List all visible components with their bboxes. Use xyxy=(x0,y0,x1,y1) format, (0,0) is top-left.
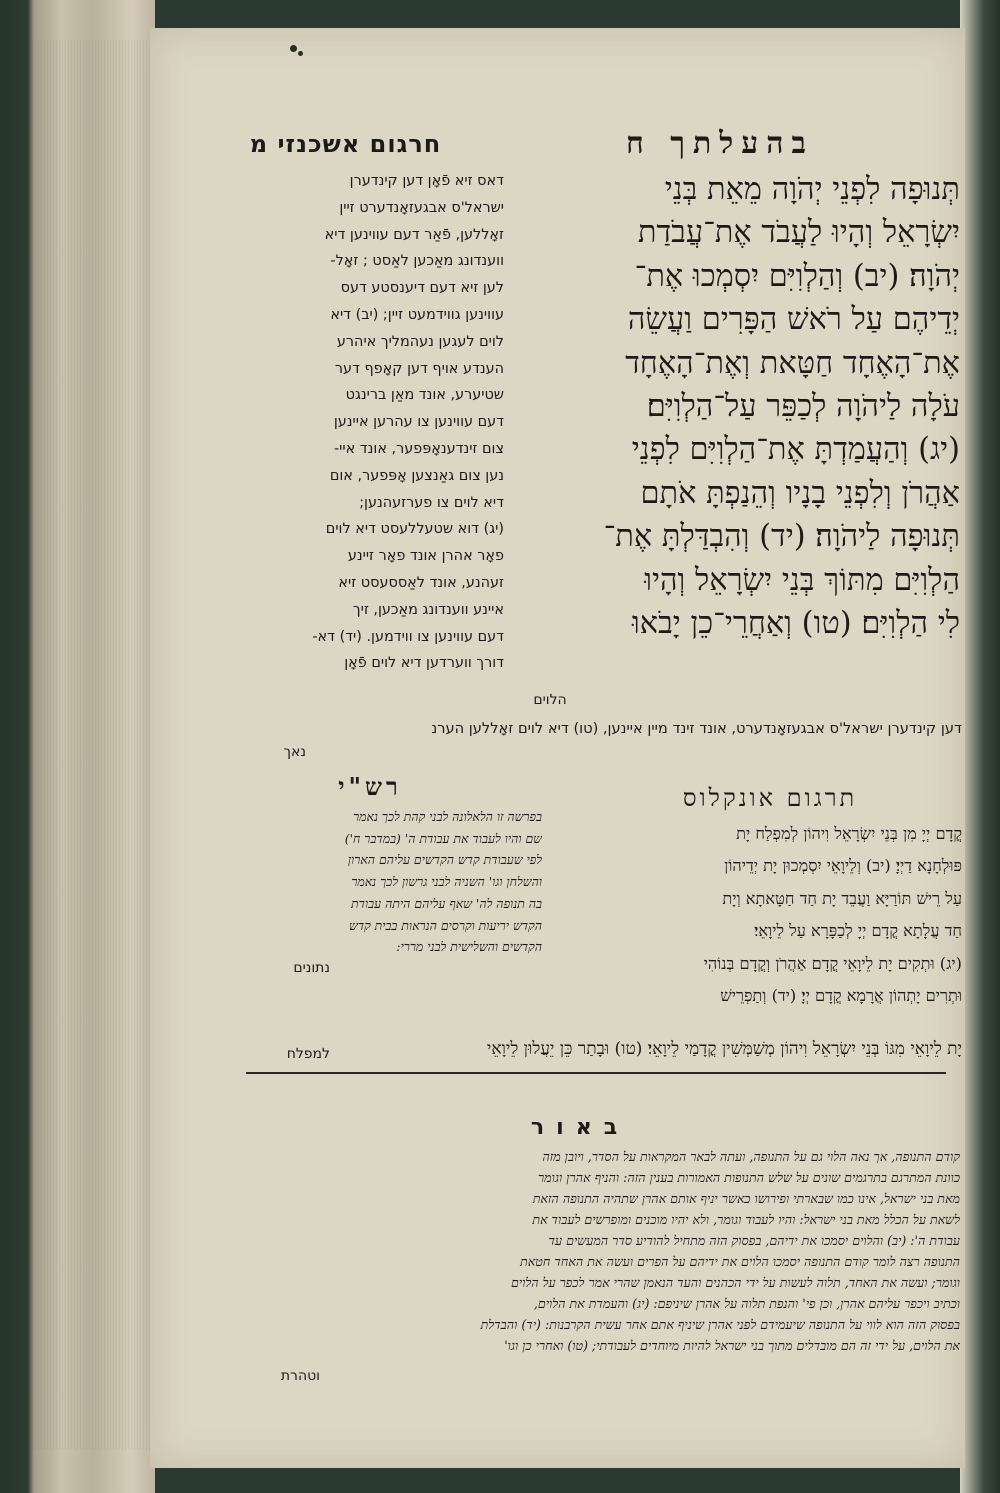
yiddish-line: נען צום גאַנצען אָפּפער, אום xyxy=(329,467,504,484)
yiddish-continuation-line: דען קינדערן ישראל'ס אבגעזאָנדערט, אונד זינד מיין איינען, (טו) דיא לוים זאָללען הערנ xyxy=(431,720,962,737)
rashi-line: שם והיו לעבוד את עבודת ה' (במדבר ח') xyxy=(344,830,542,846)
biur-line: קודם התנופה, אך נאה הלוי גם על התנופה, ועתה לבאר המקראות על הסדר, ויובן מזה xyxy=(542,1149,960,1164)
biur-line: את הלוים, על ידי זה הם מובדלים מתוך בני ישראל להיות מיוחדים לעבודתי; (טו) ואחרי כן וגו' xyxy=(504,1338,960,1353)
yiddish-line: צום זינדענאָפּפער, אונד איי- xyxy=(333,440,504,457)
biur-line: מאת בני ישראל, אינו כמו שבארתי ופירושו כאשר יניף אותם אהרן שתהיה התנופה הזאת xyxy=(532,1191,960,1206)
onkelos-column xyxy=(550,818,962,1038)
onkelos-line: קֳדָם יְיָ מִן בְּנֵי יִשְׂרָאֵל וִיהוֹן לְמִפְלַח יָת xyxy=(736,824,962,843)
torah-line: יִשְׂרָאֵל וְהָיוּ לַעֲבֹד אֶת־עֲבֹדַת xyxy=(637,215,960,251)
onkelos-line: פּוּלְחָנָא דַיְיָ׃ (יב) וְלֵיוָאֵי יִסְמְכוּן יָת יְדֵיהוֹן xyxy=(724,856,962,876)
book-spine-shadow xyxy=(960,0,1000,1493)
yiddish-line: עווינען גווידמעט זיין; (יב) דיא xyxy=(330,306,504,323)
yiddish-line: הענדע אויף דען קאָפף דער xyxy=(334,360,504,377)
book-page-edges xyxy=(0,0,155,1493)
biur-column xyxy=(242,1146,960,1396)
onkelos-last-line: יָת לֵיוָאֵי מִגּוֹ בְּנֵי יִשְׂרָאֵל וִיהוֹן מְשַׁמְּשִׁין קֳדָמַי לֵיוָאֵי׃ (טו) וּבָתַר כֵּן יֵעֲלוּן לֵיוָאֵי xyxy=(486,1039,962,1059)
yiddish-line: ישראל'ס אבגעזאָנדערט זיין xyxy=(339,199,504,216)
torah-text-column xyxy=(512,168,960,688)
yiddish-translation-header: חרגום אשכנזי מ xyxy=(249,130,442,158)
rashi-line: לפי שעבודת קדש הקדשים עליהם הארון xyxy=(347,852,542,868)
parsha-header: בהעלתך ח xyxy=(626,125,814,161)
torah-line: (יג) וְהַעֲמַדְתָּ אֶת־הַלְוִיִּם לִפְנֵי xyxy=(631,432,960,468)
yiddish-line: לען זיא דעם דיענסטע דעס xyxy=(340,280,504,297)
biur-catchword: וטהרת xyxy=(280,1368,320,1384)
biur-line: עבודת ה': (יב) והלוים יסמכו את ידיהם, בפסוק הזה מתחיל להודיע סדר המעשים עד xyxy=(548,1233,960,1248)
onkelos-line: עַל רֵישׁ תּוֹרַיָּא וַעֲבֵד יָת חַד חַטָּאתָא וְיָת xyxy=(722,888,962,908)
rashi-line: והשלחן וגו' השניה לבני גרשון לכך נאמר xyxy=(351,874,542,890)
book-page xyxy=(150,28,965,1468)
onkelos-title: תרגום אונקלוס xyxy=(682,783,858,812)
yiddish-line: זעהנע, אונד לאַססעסט זיא xyxy=(338,574,504,591)
biur-line: כוונת המתרגם בתרגמים שונים על שלש התנופות האמורות בענין הזה: והניף אהרן וגומר xyxy=(537,1170,960,1185)
rashi-line: בפרשה זו הלאלונה לבני קהת לכך נאמר xyxy=(353,809,542,824)
yiddish-translation-column xyxy=(242,168,504,728)
biur-line: לשאת על הכלל מאת בני ישראל: והיו לעבוד וגומר, ולא יהיו מוכנים ומופרשים לעבוד את xyxy=(532,1212,960,1227)
rashi-line: הקדשים והשלישית לבני מררי: xyxy=(396,939,542,955)
yiddish-line: דורך ווערדען דיא לוים פֿאָן xyxy=(344,655,504,672)
biur-line: וגומר; ועשה את האחד, תלוה לעשות על ידי הכהנים והעד הנאמן שהרי אמר לכפר על הלוים xyxy=(510,1275,960,1290)
yiddish-line: (יג) דוא שטעללעסט דיא לוים xyxy=(325,521,504,538)
rashi-line: הקדש יריעות וקרסים הנראות בבית קדש xyxy=(348,917,542,933)
rashi-catchword: נתונים xyxy=(293,960,330,976)
torah-line: יְהֹוָה׃ (יב) וְהַלְוִיִּם יִסְמְכוּ אֶת־ xyxy=(634,258,960,294)
yiddish-catchword: נאך xyxy=(283,744,306,760)
torah-line: הַלְוִיִּם מִתּוֹךְ בְּנֵי יִשְׂרָאֵל וְהָיוּ xyxy=(644,562,960,598)
biur-line: בפסוק הזה הוא לווי על התנופה שיעמידם לפני אהרן שיניף אתם אחר עשית הקרבנות: (יד) והבדלת xyxy=(480,1317,960,1332)
torah-catchword: הלוים xyxy=(533,692,567,708)
torah-line: עֹלָה לַיהֹוָה לְכַפֵּר עַל־הַלְוִיִּם׃ xyxy=(646,389,960,425)
onkelos-catchword: למפלח xyxy=(286,1046,330,1062)
section-divider xyxy=(246,1072,946,1074)
yiddish-line: דיא לוים צו פערזעהנען; xyxy=(359,494,504,511)
yiddish-line: דעם עווינען צו עהרען איינען xyxy=(333,414,504,431)
binding-hole xyxy=(298,51,303,56)
yiddish-line: דעם עווינען צו ווידמען. (יד) דא- xyxy=(312,628,504,645)
torah-line: אַהֲרֹן וְלִפְנֵי בָנָיו וְהֵנַפְתָּ אֹתָם xyxy=(640,475,960,511)
onkelos-line: חַד עֲלָתָא קֳדָם יְיָ לְכַפָּרָא עַל לֵיוָאֵי׃ xyxy=(754,921,962,941)
torah-line: אֶת־הָאֶחָד חַטָּאת וְאֶת־הָאֶחָד xyxy=(625,345,960,381)
biur-line: וכתיב ויכפר עליהם אהרן, וכן פי' והנפת תלוה על אהרן שיניפם: (יג) והעמדת את הלוים, xyxy=(533,1296,960,1311)
yiddish-line: דאס זיא פֿאָן דען קינדערן xyxy=(349,173,504,189)
torah-line: תְּנוּפָה לִפְנֵי יְהֹוָה מֵאֵת בְּנֵי xyxy=(664,172,960,207)
yiddish-line: זאָללען, פֿאַר דעם עווינען דיא xyxy=(324,226,504,243)
yiddish-line: פאָר אהרן אונד פאָר זיינע xyxy=(347,548,504,565)
torah-line: לִי הַלְוִיִּם׃ (טו) וְאַחֲרֵי־כֵן יָבֹאוּ xyxy=(631,606,960,642)
rashi-line: בה תנופה לה' שאף עליהם היתה עבודת xyxy=(351,895,542,911)
rashi-title: רש"י xyxy=(338,772,402,801)
onkelos-line: (יג) וּתְקִים יָת לֵיוָאֵי קֳדָם אַהֲרֹן וְקֳדָם בְּנוֹהִי xyxy=(703,953,962,973)
yiddish-line: שטיערע, אונד מאַן ברינגט xyxy=(345,387,504,404)
yiddish-line: איינע ווענדונג מאַכען, זיך xyxy=(352,601,504,618)
biur-line: התנופה רצה לומר קודם התנופה יסמכו הלוים את ידיהם על הפרים ועשה את האחד חטאת xyxy=(520,1254,960,1269)
torah-line: יְדֵיהֶם עַל רֹאשׁ הַפָּרִים וַעֲשֵׂה xyxy=(627,302,960,338)
binding-hole xyxy=(290,45,297,52)
onkelos-line: וּתְרִים יָתְהוֹן אֲרָמָא קֳדָם יְיָ׃ (יד) וְתַפְרֵישׁ xyxy=(720,986,962,1006)
yiddish-line: ווענדונג מאַכען לאַסט ; זאָל- xyxy=(330,253,504,270)
biur-title: באור xyxy=(530,1114,630,1140)
torah-line: תְּנוּפָה לַיהֹוָה׃ (יד) וְהִבְדַּלְתָּ אֶת־ xyxy=(603,519,960,555)
yiddish-line: לוים לעגען נעהמליך איהרע xyxy=(336,333,504,350)
